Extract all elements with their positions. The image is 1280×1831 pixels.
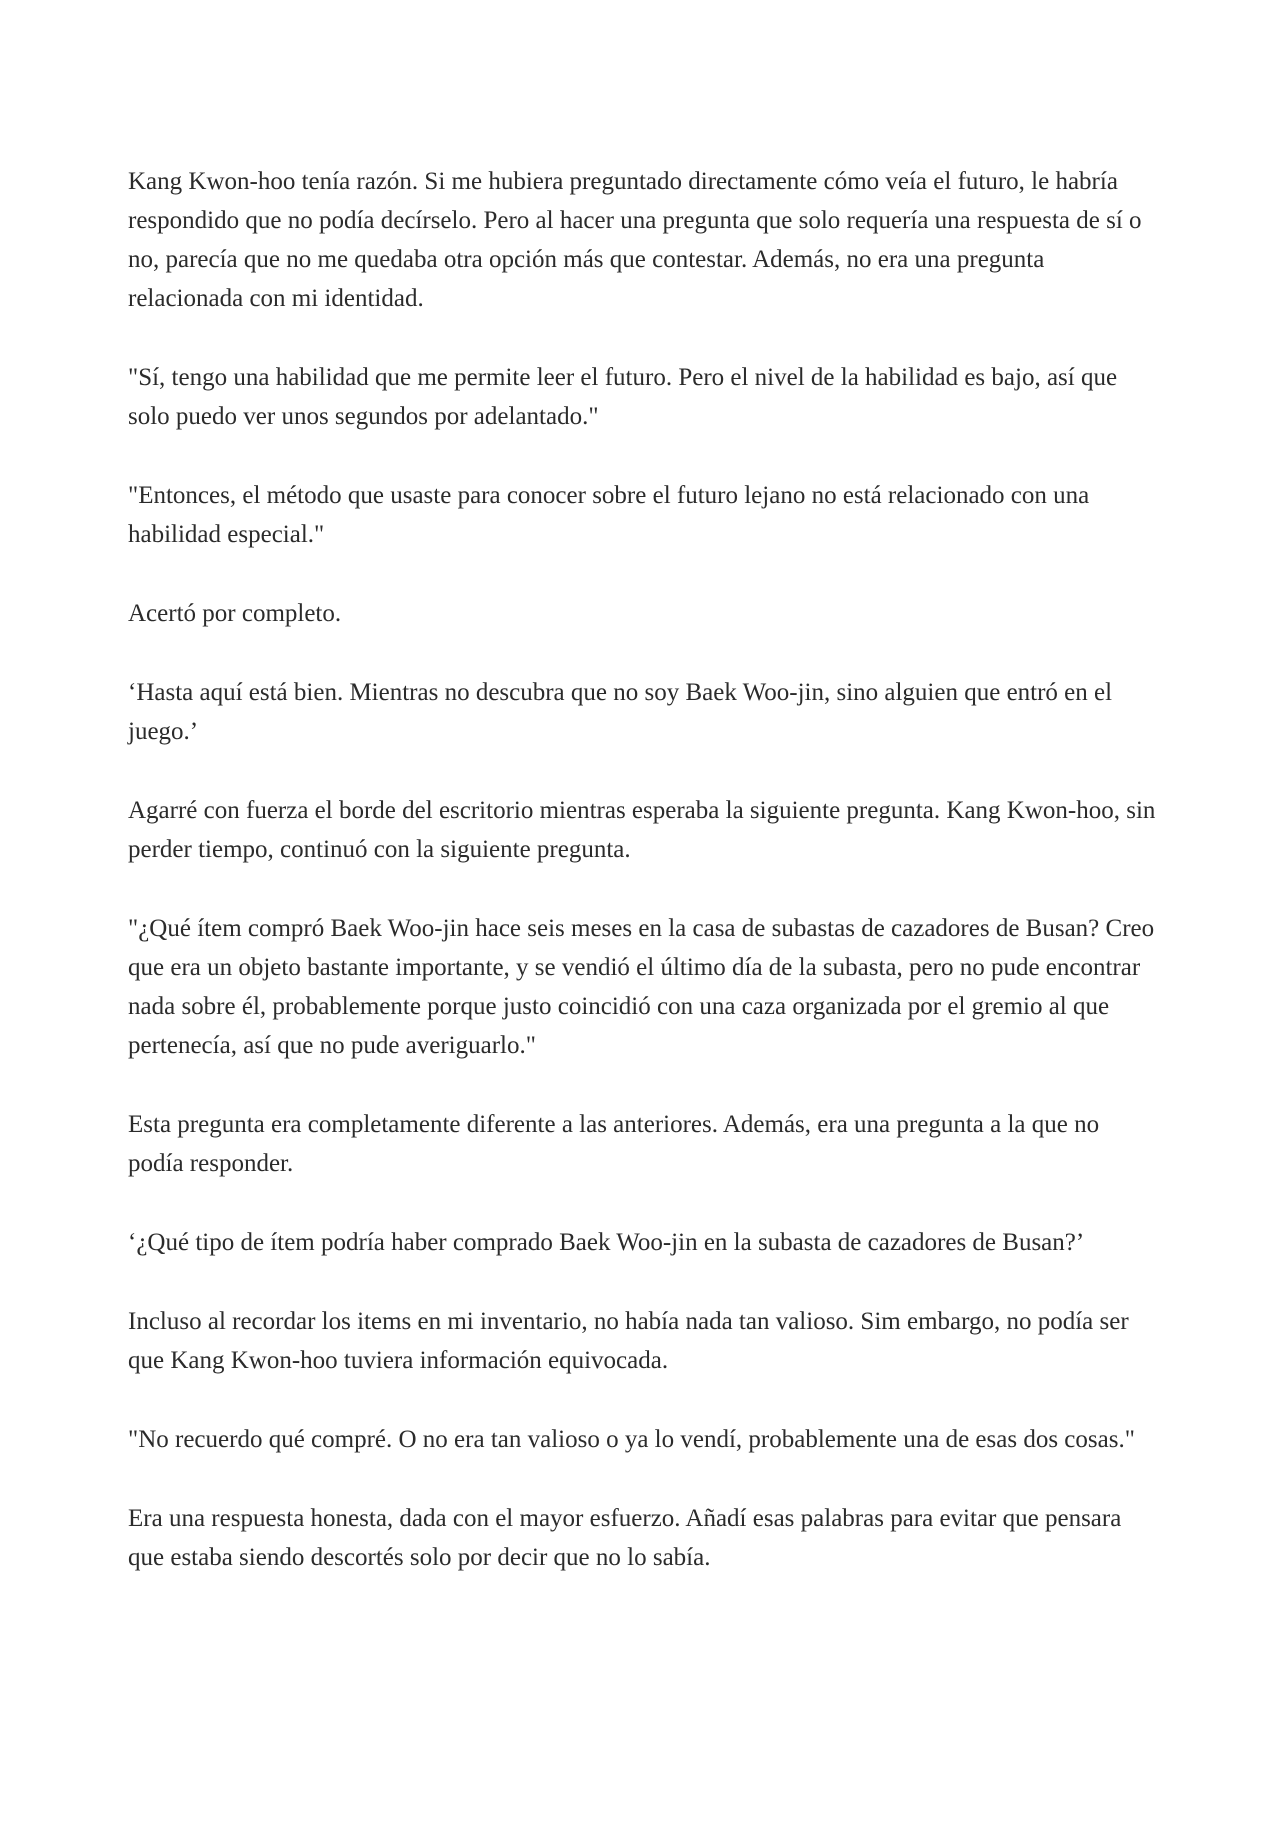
paragraph: Incluso al recordar los items en mi inventario, no había nada tan valioso. Sim embargo, no podía ser que Kang Kwon-hoo tuviera información equivocada. [128, 1308, 1129, 1374]
paragraph: Era una respuesta honesta, dada con el mayor esfuerzo. Añadí esas palabras para evitar que pensara que estaba siendo descortés solo por decir que no lo sabía. [128, 1505, 1122, 1571]
paragraph: "¿Qué ítem compró Baek Woo-jin hace seis meses en la casa de subastas de cazadores de Busan? Creo que era un objeto bastante importante, y se vendió el último día de la subasta, pero no pude encontrar nada sobre él, probablemente porque justo coincidió con una caza organizada por el gremio al que pertenecía, así que no pude averiguarlo." [128, 915, 1155, 1059]
paragraph: "Sí, tengo una habilidad que me permite leer el futuro. Pero el nivel de la habilidad es bajo, así que solo puedo ver unos segundos por adelantado." [128, 364, 1118, 430]
paragraph: "Entonces, el método que usaste para conocer sobre el futuro lejano no está relacionado con una habilidad especial." [128, 482, 1090, 548]
paragraph: Agarré con fuerza el borde del escritorio mientras esperaba la siguiente pregunta. Kang Kwon-hoo, sin perder tiempo, continuó con la siguiente pregunta. [128, 797, 1156, 863]
paragraph: Acertó por completo. [128, 600, 342, 627]
document-body [128, 162, 1158, 1577]
paragraph: Esta pregunta era completamente diferente a las anteriores. Además, era una pregunta a la que no podía responder. [128, 1111, 1100, 1177]
paragraph: Kang Kwon-hoo tenía razón. Si me hubiera preguntado directamente cómo veía el futuro, le habría respondido que no podía decírselo. Pero al hacer una pregunta que solo requería una respuesta de sí o no, parecía que no me quedaba otra opción más que contestar. Además, no era una pregunta relacionada con mi identidad. [128, 168, 1142, 312]
paragraph: ‘¿Qué tipo de ítem podría haber comprado Baek Woo-jin en la subasta de cazadores de Busan?’ [128, 1229, 1085, 1256]
paragraph: ‘Hasta aquí está bien. Mientras no descubra que no soy Baek Woo-jin, sino alguien que entró en el juego.’ [128, 679, 1113, 745]
paragraph: "No recuerdo qué compré. O no era tan valioso o ya lo vendí, probablemente una de esas dos cosas." [128, 1426, 1135, 1453]
